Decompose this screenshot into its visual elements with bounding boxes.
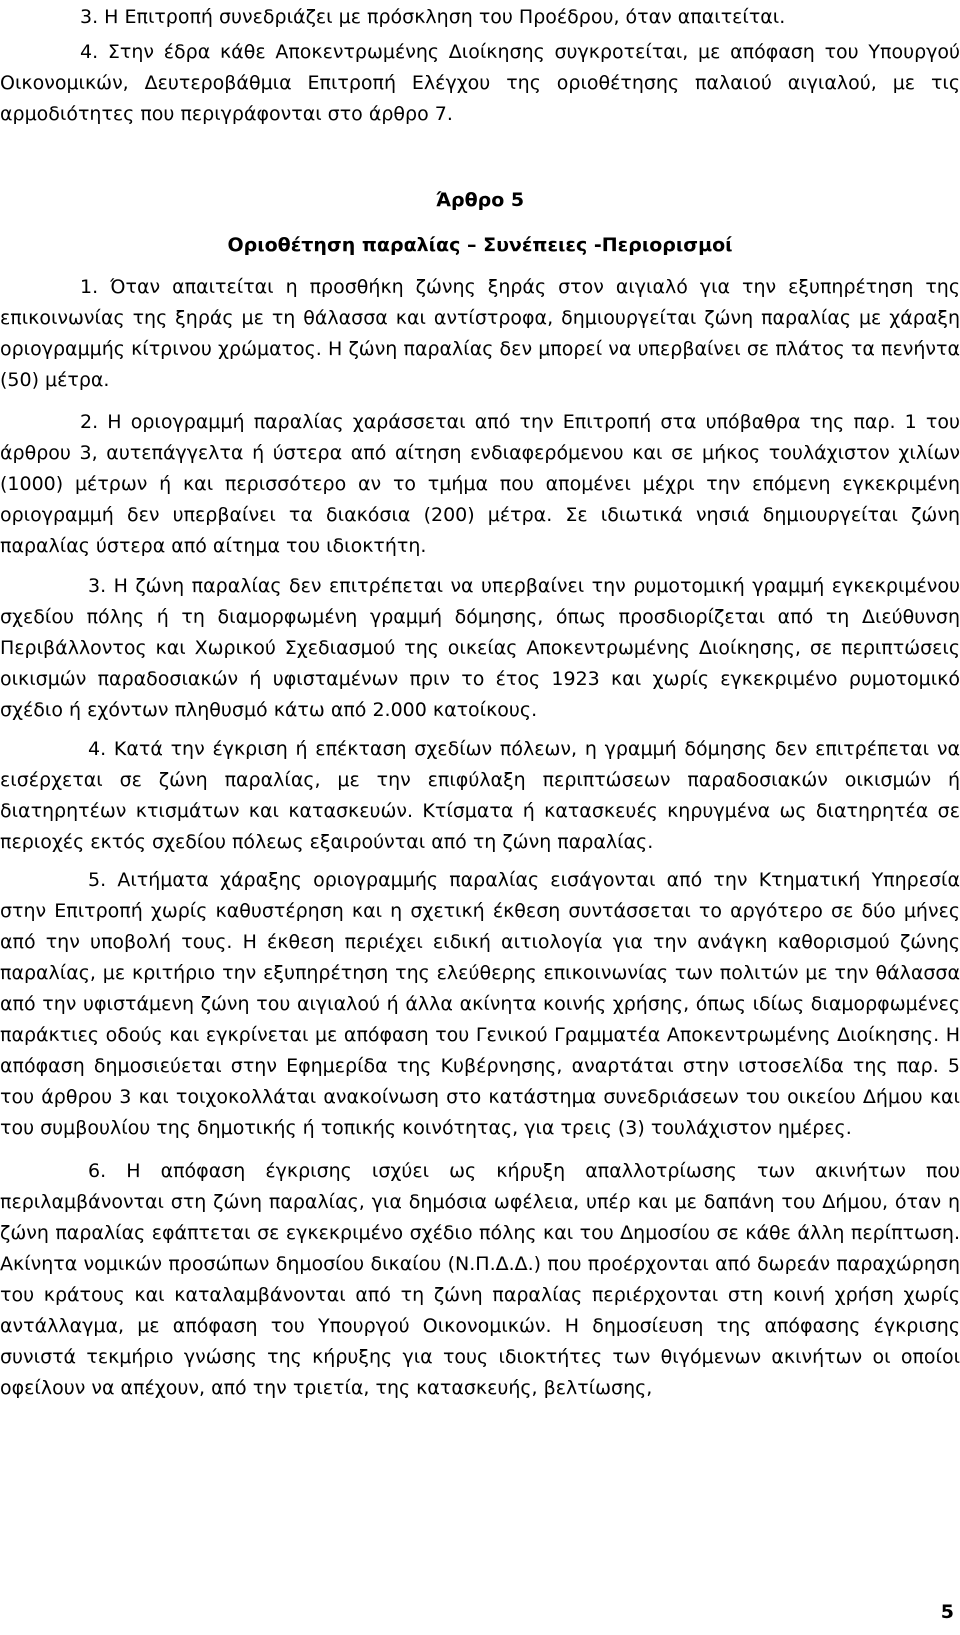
article-paragraph-5: 5. Αιτήματα χάραξης οριογραμμής παραλίας εισάγονται από την Κτηματική Υπηρεσία στην Επιτροπή χωρίς καθυστέρηση και η σχετική έκθεση συντάσσεται το αργότερο σε δύο μήνες από την υποβολή τους. Η έκθεση περιέχει ειδική αιτιολογία για την ανάγκη καθορισμού ζώνης παραλίας, με κριτήριο την εξυπηρέτηση της ελεύθερης επικοινωνίας των πολιτών με την θάλασσα από την υφιστάμενη ζώνη του αιγιαλού ή άλλα ακίνητα κοινής χρήσης, όπως ιδίως διαμορφωμένες παράκτιες οδούς και εγκρίνεται με απόφαση του Γενικού Γραμματέα Αποκεντρωμένης Διοίκησης. Η απόφαση δημοσιεύεται στην Εφημερίδα της Κυβέρνησης, αναρτάται στην ιστοσελίδα της παρ. 5 του άρθρου 3 και τοιχοκολλάται ανακοίνωση στο κατάστημα συνεδριάσεων του οικείου Δήμου και του συμβουλίου της δημοτικής ή τοπικής κοινότητας, για τρεις (3) τουλάχιστον ημέρες. <box>0 869 960 1139</box>
article-subtitle: Οριοθέτηση παραλίας – Συνέπειες -Περιορισμοί <box>227 234 733 256</box>
paragraph-3-committee: 3. Η Επιτροπή συνεδριάζει με πρόσκληση του Προέδρου, όταν απαιτείται. <box>80 6 786 28</box>
page-number: 5 <box>940 1601 954 1623</box>
article-paragraph-2: 2. Η οριογραμμή παραλίας χαράσσεται από την Επιτροπή στα υπόβαθρα της παρ. 1 του άρθρου 3, αυτεπάγγελτα ή ύστερα από αίτηση ενδιαφερόμενου και σε μήκος τουλάχιστον χιλίων (1000) μέτρων ή και περισσότερο αν το τμήμα που απομένει μέχρι την επόμενη εγκεκριμένη οριογραμμή δεν υπερβαίνει τα διακόσια (200) μέτρα. Σε ιδιωτικά νησιά δημιουργείται ζώνη παραλίας ύστερα από αίτημα του ιδιοκτήτη. <box>0 411 960 557</box>
article-paragraph-6: 6. Η απόφαση έγκρισης ισχύει ως κήρυξη απαλλοτρίωσης των ακινήτων που περιλαμβάνονται στη ζώνη παραλίας, για δημόσια ωφέλεια, υπέρ και με δαπάνη του Δήμου, όταν η ζώνη παραλίας εφάπτεται σε εγκεκριμένο σχέδιο πόλης και του Δημοσίου σε κάθε άλλη περίπτωση. Ακίνητα νομικών προσώπων δημοσίου δικαίου (Ν.Π.Δ.Δ.) που προέρχονται από δωρεάν παραχώρηση του κράτους και καταλαμβάνονται από τη ζώνη παραλίας περιέρχονται στη κοινή χρήση χωρίς αντάλλαγμα, με απόφαση του Υπουργού Οικονομικών. Η δημοσίευση της απόφασης έγκρισης συνιστά τεκμήριο γνώσης της κήρυξης για τους ιδιοκτήτες των θιγόμενων ακινήτων οι οποίοι οφείλουν να απέχουν, από την τριετία, της κατασκευής, βελτίωσης, <box>0 1160 960 1399</box>
article-paragraph-4: 4. Κατά την έγκριση ή επέκταση σχεδίων πόλεων, η γραμμή δόμησης δεν επιτρέπεται να εισέρχεται σε ζώνη παραλίας, με την επιφύλαξη περιπτώσεων παραδοσιακών οικισμών ή διατηρητέων κτισμάτων και κατασκευών. Κτίσματα ή κατασκευές κηρυγμένα ως διατηρητέα σε περιοχές εκτός σχεδίου πόλεως εξαιρούνται από τη ζώνη παραλίας. <box>0 738 960 853</box>
article-paragraph-1: 1. Όταν απαιτείται η προσθήκη ζώνης ξηράς στον αιγιαλό για την εξυπηρέτηση της επικοινωνίας της ξηράς με τη θάλασσα και αντίστροφα, δημιουργείται ζώνη παραλίας με χάραξη οριογραμμής κίτρινου χρώματος. Η ζώνη παραλίας δεν μπορεί να υπερβαίνει σε πλάτος τα πενήντα (50) μέτρα. <box>0 276 960 391</box>
article-paragraph-3: 3. Η ζώνη παραλίας δεν επιτρέπεται να υπερβαίνει την ρυμοτομική γραμμή εγκεκριμένου σχεδίου πόλης ή τη διαμορφωμένη γραμμή δόμησης, όπως προσδιορίζεται από τη Διεύθυνση Περιβάλλοντος και Χωρικού Σχεδιασμού της οικείας Αποκεντρωμένης Διοίκησης, σε περιπτώσεις οικισμών παραδοσιακών ή υφισταμένων πριν το έτος 1923 και χωρίς εγκεκριμένο ρυμοτομικό σχέδιο ή εχόντων πληθυσμό κάτω από 2.000 κατοίκους. <box>0 575 960 721</box>
paragraph-4-second-committee: 4. Στην έδρα κάθε Αποκεντρωμένης Διοίκησης συγκροτείται, με απόφαση του Υπουργού Οικονομικών, Δευτεροβάθμια Επιτροπή Ελέγχου της οριοθέτησης παλαιού αιγιαλού, με τις αρμοδιότητες που περιγράφονται στο άρθρο 7. <box>0 41 960 125</box>
article-title: Άρθρο 5 <box>435 189 525 211</box>
